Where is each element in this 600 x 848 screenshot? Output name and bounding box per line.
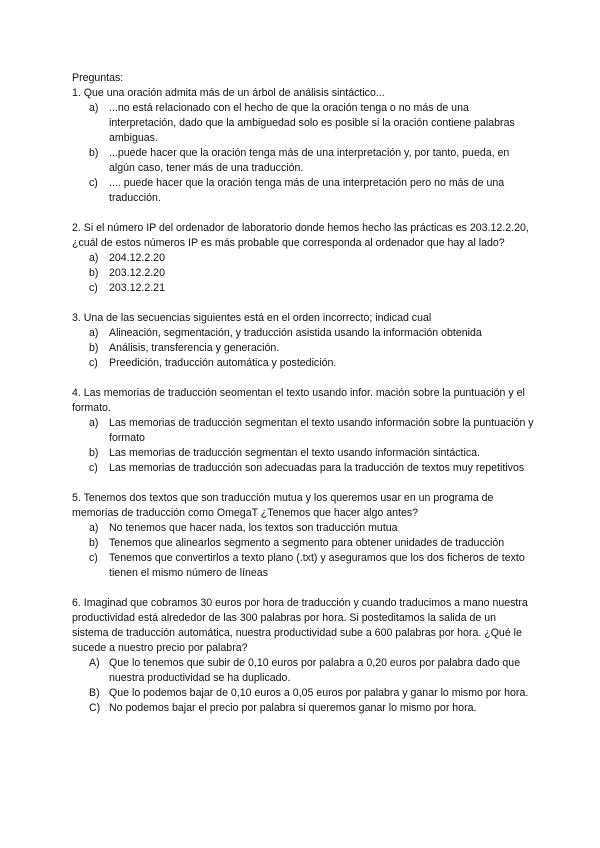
option-text: Tenemos que convertirlos a texto plano (.txt) y aseguramos que los dos ficheros de texto tienen el mismo número de líneas — [109, 552, 525, 579]
option-label: b) — [89, 267, 99, 279]
option-a — [72, 521, 534, 536]
option-text: 203.12.2.21 — [109, 282, 165, 294]
option-a — [72, 251, 534, 266]
option-text: 204.12.2.20 — [109, 252, 165, 264]
option-c — [72, 461, 534, 476]
option-b — [72, 536, 534, 551]
option-a — [72, 101, 534, 146]
question-text: 1. Que una oración admita más de un árbol de análisis sintáctico... — [72, 87, 385, 99]
option-label: b) — [89, 147, 99, 159]
option-label: b) — [89, 342, 99, 354]
option-label: a) — [89, 327, 99, 339]
option-label: B) — [89, 687, 100, 699]
option-b — [72, 341, 534, 356]
option-b — [72, 266, 534, 281]
option-text: .... puede hacer que la oración tenga más de una interpretación pero no más de una traducción. — [109, 177, 505, 204]
option-label: C) — [89, 702, 101, 714]
option-label: b) — [89, 447, 99, 459]
option-label: c) — [89, 462, 98, 474]
heading: Preguntas: — [72, 72, 124, 84]
option-label: a) — [89, 252, 99, 264]
option-text: Tenemos que alinearlos segmento a segmento para obtener unidades de traducción — [109, 537, 505, 549]
option-text: Las memorias de traducción son adecuadas para la traducción de textos muy repetitivos — [109, 462, 525, 474]
option-label: c) — [89, 357, 98, 369]
question-text: 2. Si el número IP del ordenador de laboratorio donde hemos hecho las prácticas es 203.12.2.20, ¿cuál de estos números IP es más probable que corresponda al ordenador que hay al lado? — [72, 222, 529, 249]
option-text: Las memorias de traducción segmentan el texto usando información sobre la puntuación y formato — [109, 417, 534, 444]
option-label: a) — [89, 417, 99, 429]
option-text: ...no está relacionado con el hecho de que la oración tenga o no más de una interpretación, dado que la ambiguedad solo es posible si la oración contiene palabras ambiguas. — [109, 102, 515, 144]
option-text: No tenemos que hacer nada, los textos son traducción mutua — [109, 522, 398, 534]
document-page — [72, 71, 534, 731]
option-label: c) — [89, 282, 98, 294]
option-list — [72, 251, 534, 296]
question-2 — [72, 221, 534, 296]
option-text: No podemos bajar el precio por palabra si queremos ganar lo mismo por hora. — [109, 702, 477, 714]
option-label: a) — [89, 522, 99, 534]
question-4 — [72, 386, 534, 476]
question-1 — [72, 86, 534, 206]
question-text: 6. Imaginad que cobramos 30 euros por hora de traducción y cuando traducimos a mano nuestra productividad está alrededor de las 300 palabras por hora. Si posteditamos la salida de un sistema de traducción automática, nuestra productividad sube a 600 palabras por hora. ¿Qué le sucede a nuestro precio por palabra? — [72, 597, 528, 654]
option-label: c) — [89, 552, 98, 564]
option-list — [72, 521, 534, 581]
option-a — [72, 326, 534, 341]
option-c — [72, 176, 534, 206]
question-text: 3. Una de las secuencias siguientes está en el orden incorrecto; indicad cual — [72, 312, 432, 324]
question-text: 4. Las memorias de traducción seomentan el texto usando infor. mación sobre la puntuación y el formato. — [72, 387, 525, 414]
question-3 — [72, 311, 534, 371]
option-c — [72, 551, 534, 581]
option-list — [72, 101, 534, 206]
option-label: c) — [89, 177, 98, 189]
option-text: Alineación, segmentación, y traducción asistida usando la información obtenida — [109, 327, 482, 339]
option-label: b) — [89, 537, 99, 549]
question-6 — [72, 596, 534, 716]
option-c — [72, 356, 534, 371]
option-text: Que lo podemos bajar de 0,10 euros a 0,05 euros por palabra y ganar lo mismo por hora. — [109, 687, 529, 699]
option-a — [72, 416, 534, 446]
option-text: Análisis, transferencia y generación. — [109, 342, 280, 354]
option-c — [72, 281, 534, 296]
option-A — [72, 656, 534, 686]
option-B — [72, 686, 534, 701]
option-list — [72, 656, 534, 716]
option-b — [72, 446, 534, 461]
option-text: ...puede hacer que la oración tenga más de una interpretación y, por tanto, pueda, en algún caso, tener más de una traducción. — [109, 147, 510, 174]
option-text: Preedición, traducción automática y postedición. — [109, 357, 337, 369]
option-b — [72, 146, 534, 176]
option-C — [72, 701, 534, 716]
option-list — [72, 326, 534, 371]
option-text: Las memorias de traducción segmentan el texto usando información sintáctica. — [109, 447, 480, 459]
option-label: a) — [89, 102, 99, 114]
question-text: 5. Tenemos dos textos que son traducción mutua y los queremos usar en un programa de memorias de traducción como OmegaT ¿Tenemos que hacer algo antes? — [72, 492, 494, 519]
option-text: Que lo tenemos que subir de 0,10 euros por palabra a 0,20 euros por palabra dado que nuestra productividad se ha duplicado. — [109, 657, 521, 684]
question-5 — [72, 491, 534, 581]
option-label: A) — [89, 657, 100, 669]
option-list — [72, 416, 534, 476]
option-text: 203.12.2.20 — [109, 267, 165, 279]
